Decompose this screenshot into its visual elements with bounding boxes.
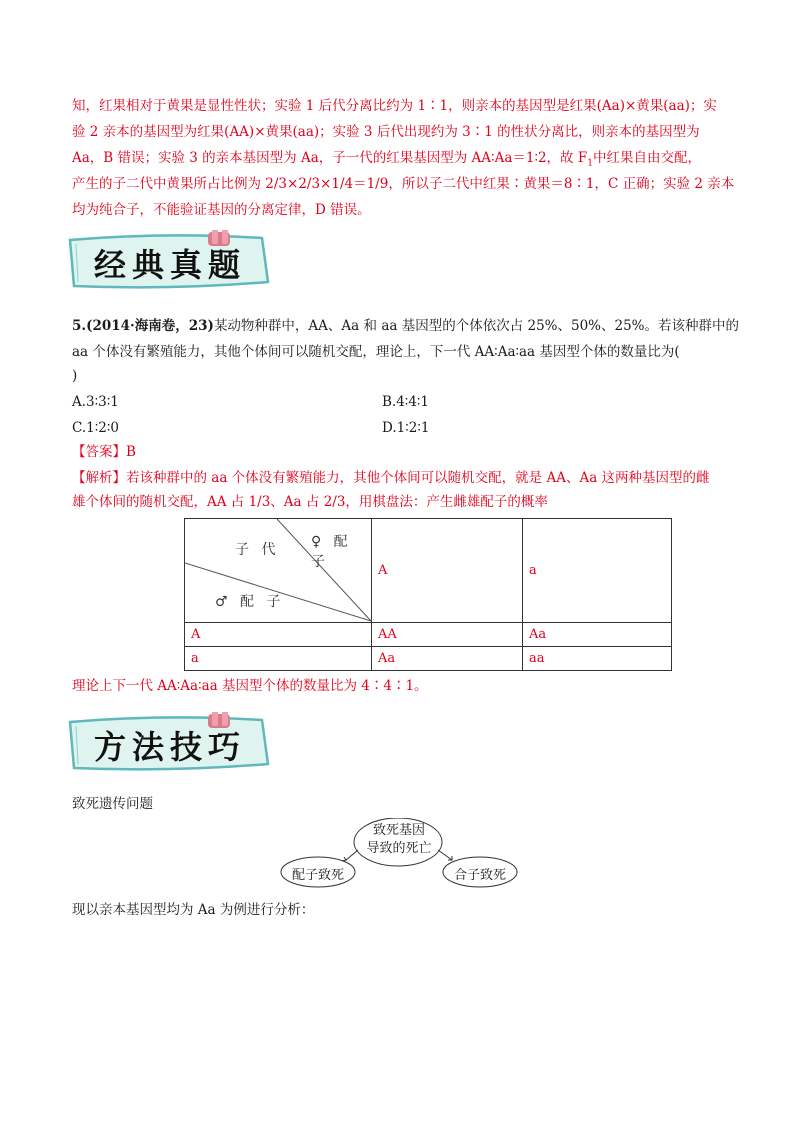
option-c: C.1∶2∶0 [72,420,119,436]
center-label-line-2: 导致的死亡 [366,841,432,856]
punnett-square-table [184,518,672,671]
section-banner-classic [64,230,274,290]
section-banner-method [64,712,274,772]
center-label-line-1: 致死基因 [372,823,425,838]
cell-Aa-2: Aa [372,647,523,671]
cell-AA: AA [372,623,523,647]
option-d: D.1∶2∶1 [382,420,430,436]
analysis-line-2: 雄个体间的随机交配，AA 占 1/3、Aa 占 2/3，用棋盘法：产生雌雄配子的概率 [72,494,548,510]
analysis-line-1: 【解析】若该种群中的 aa 个体没有繁殖能力，其他个体间可以随机交配，就是 AA、Aa 这两种基因型的雌 [72,470,710,486]
intro-line-3: Aa，B 错误；实验 3 的亲本基因型为 Aa，子一代的红果基因型为 AA∶Aa＝1∶2，故 $F_1$中红果自由交配， [72,150,701,169]
table-row [185,647,672,671]
table-row [185,623,672,647]
diagram-left-label: 配子致死 [291,868,344,883]
diagram-right-label: 合子致死 [453,868,506,883]
header-male-gamete: ♂ 配 子 [215,594,285,610]
question-line-3: ) [72,368,78,384]
punnett-diagonal-header [185,519,372,623]
row-header-a: a [185,647,372,671]
header-offspring: 子 代 [235,542,280,558]
answer-line: 【答案】B [72,444,136,460]
question-line-2: aa 个体没有繁殖能力，其他个体间可以随机交配，理论上，下一代 AA∶Aa∶aa 基因型个体的数量比为( [72,344,680,360]
subscript-1: 1 [587,158,593,169]
method-heading: 致死遗传问题 [72,796,153,812]
banner-title: 经典真题 [94,246,247,284]
intro-line-1: 知，红果相对于黄果是显性性状；实验 1 后代分离比约为 1∶1，则亲本的基因型是红果(Aa)×黄果(aa)；实 [72,98,717,114]
option-b: B.4∶4∶1 [382,394,430,410]
conclusion-line: 理论上下一代 AA∶Aa∶aa 基因型个体的数量比为 4∶4∶1。 [72,678,428,694]
banner-title: 方法技巧 [94,728,247,766]
intro-line-4: 产生的子二代中黄果所占比例为 2/3×2/3×1/4＝1/9，所以子二代中红果∶黄果＝8∶1，C 正确；实验 2 亲本 [72,176,735,192]
row-header-A: A [185,623,372,647]
cell-aa: aa [523,647,672,671]
question-line-1: 5.(2014·海南卷，23)某动物种群中，AA、Aa 和 aa 基因型的个体依次占 25%、50%、25%。若该种群中的 [72,318,740,334]
lethal-diagram [280,818,530,892]
diagram-center-label [364,822,434,858]
header-female-gamete: ♀ 配 子 [311,534,352,570]
col-header-A: A [372,519,523,623]
option-a: A.3∶3∶1 [72,394,119,410]
cell-Aa-1: Aa [523,623,672,647]
intro-line-2: 验 2 亲本的基因型为红果(AA)×黄果(aa)；实验 3 后代出现约为 3∶1 的性状分离比，则亲本的基因型为 [72,124,700,140]
col-header-a: a [523,519,672,623]
intro-line-5: 均为纯合子，不能验证基因的分离定律，D 错误。 [72,202,371,218]
method-text: 现以亲本基因型均为 Aa 为例进行分析： [72,902,315,918]
